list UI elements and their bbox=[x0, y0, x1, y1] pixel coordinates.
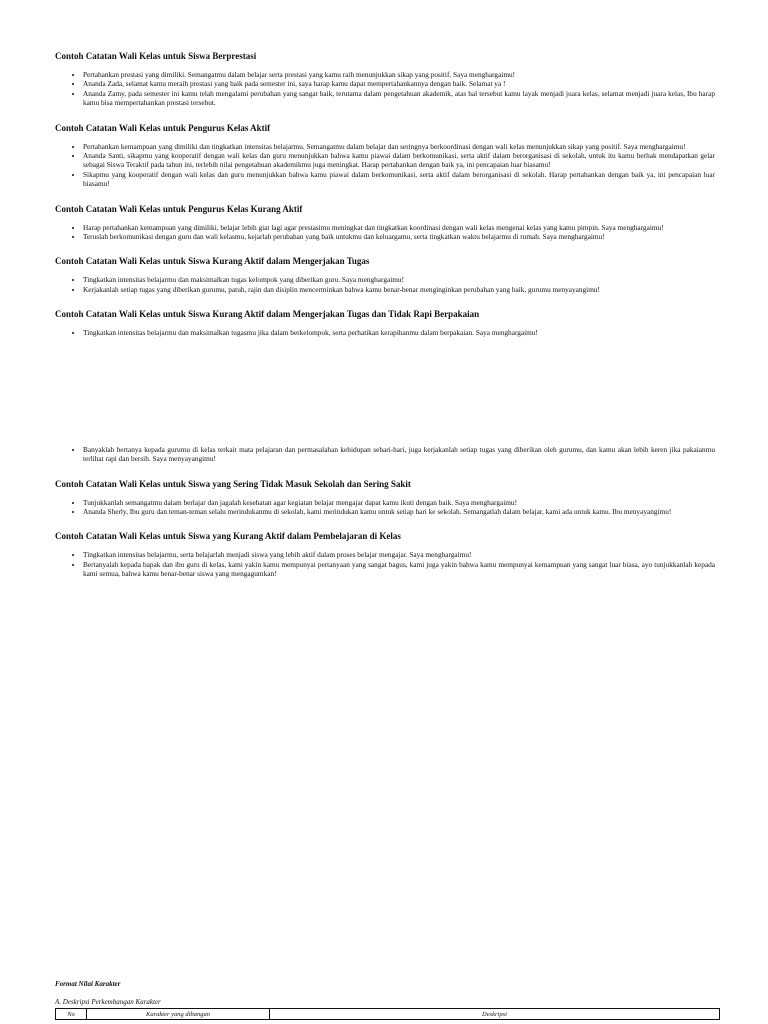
section-heading: Contoh Catatan Wali Kelas untuk Pengurus Kelas Aktif bbox=[55, 122, 271, 133]
table-header-deskripsi: Deskripsi bbox=[270, 1009, 720, 1020]
bullet-list bbox=[55, 275, 715, 294]
table-header-no: No bbox=[56, 1009, 87, 1020]
list-item: • Tingkatkan intensitas belajarmu dan maksimalkan tugasmu jika dalam berkelompok, serta perhatikan kerapihanmu dalam berpakaian. Saya menghargaimu! bbox=[83, 328, 715, 337]
bullet-list bbox=[55, 550, 715, 578]
table-header-karakter: Karakter yang dibangun bbox=[87, 1009, 270, 1020]
document-body bbox=[55, 50, 715, 579]
bullet-list bbox=[55, 223, 715, 242]
section-pengurus-kurang-aktif bbox=[55, 203, 715, 242]
list-item: • Banyaklah bertanya kepada gurumu di kelas terkait mata pelajaran dan permasalahan kehidupan sehari-hari, juga kerjakanlah setiap tugas yang diberikan oleh gurumu, dan kamu akan lebih keren jika pakaianmu terlihat rapi dan bersih. Saya menyayangimu! bbox=[83, 445, 715, 464]
section-berprestasi bbox=[55, 50, 715, 108]
section-heading: Contoh Catatan Wali Kelas untuk Pengurus Kelas Kurang Aktif bbox=[55, 203, 303, 214]
table-header-row bbox=[56, 1009, 720, 1020]
list-item: • Pertahankan kemampuan yang dimiliki dan tingkatkan intensitas belajarmu. Semangatmu dalam belajar dan seringnya berkoordinasi dengan wali kelas menunjukkan sikap yang positif. Saya menghargaimu! bbox=[83, 142, 715, 151]
footer-title: Format Nilai Karakter bbox=[55, 980, 121, 988]
section-heading: Contoh Catatan Wali Kelas untuk Siswa Berprestasi bbox=[55, 51, 257, 61]
section-pengurus-aktif bbox=[55, 122, 715, 189]
list-item: • Ananda Zada, selamat kamu meraih prestasi yang baik pada semester ini, saya harap kamu dapat mempertahankannya dengan baik. Selamat ya ! bbox=[83, 79, 715, 88]
list-item: • Kerjakanlah setiap tugas yang diberikan gurumu, patuh, rajin dan disiplin mencerminkan bahwa kamu benar-benar menginginkan perubahan yang baik, gurumu menyayangimu! bbox=[83, 285, 715, 294]
list-item: • Ananda Santi, sikapmu yang kooperatif dengan wali kelas dan guru menunjukkan bahwa kamu piawai dalam berkomunikasi, serta aktif dalam berorganisasi di sekolah, untuk itu kamu berhak mendapatkan gelar sebagai Siswa Teraktif pada tahun ini, terlebih nilai pengetahuan akademikmu juga meningkat. Harap pertahankan dengan baik ya, ini pencapaian luar biasamu! bbox=[83, 151, 715, 170]
section-tidak-masuk bbox=[55, 478, 715, 517]
bullet-list bbox=[55, 498, 715, 517]
bullet-list bbox=[55, 142, 715, 189]
list-item: • Sikapmu yang kooperatif dengan wali kelas dan guru menunjukkan bahwa kamu piawai dalam berkomunikasi, serta aktif dalam berorganisasi di sekolah. Harap pertahankan dengan baik ya, ini pencapaian luar biasamu! bbox=[83, 170, 715, 189]
list-item: • Teruslah berkomunikasi dengan guru dan wali kelasmu, kejarlah perubahan yang baik untukmu dan keluargamu, serta tingkatkan waktu belajarmu di rumah. Saya menghargaimu! bbox=[83, 232, 715, 241]
section-heading: Contoh Catatan Wali Kelas untuk Siswa Kurang Aktif dalam Mengerjakan Tugas dan Tidak Rapi Berpakaian bbox=[55, 309, 480, 320]
list-item: • Ananda Sherly, Ibu guru dan teman-teman selalu merindukanmu di sekolah, kami merindukan kamu untuk setiap hari ke sekolah. Semangatlah dalam belajar, kami ada untuk kamu. Ibu menyayangimu! bbox=[83, 507, 715, 516]
list-item: • Bertanyalah kepada bapak dan ibu guru di kelas, kami yakin kamu mempunyai pertanyaan yang sangat bagus, kami juga yakin bahwa kamu mempunyai kemampuan yang sangat luar biasa, ayo tunjukkanlah kepada kami semua, bahwa kamu benar-benar siswa yang mengagumkan! bbox=[83, 560, 715, 579]
footer-subtitle: A. Deskripsi Perkembangan Karakter bbox=[55, 998, 161, 1006]
section-kurang-aktif-kelas bbox=[55, 530, 715, 578]
section-tugas-tidak-rapi bbox=[55, 308, 715, 463]
section-heading: Contoh Catatan Wali Kelas untuk Siswa Kurang Aktif dalam Mengerjakan Tugas bbox=[55, 256, 370, 267]
bullet-list bbox=[55, 328, 715, 337]
list-item: • Pertahankan prestasi yang dimiliki. Semangatmu dalam belajar serta prestasi yang kamu raih menunjukkan sikap yang positif. Saya menghargaimu! bbox=[83, 70, 715, 79]
blank-space bbox=[55, 338, 715, 445]
bullet-list bbox=[55, 445, 715, 464]
bullet-list bbox=[55, 70, 715, 108]
footer-format bbox=[55, 980, 720, 1020]
list-item: • Tunjukkanlah semangatmu dalam berlajar dan jagalah kesehatan agar kegiatan belajar mengajar dapat kamu ikuti dengan baik. Saya menghargaimu! bbox=[83, 498, 715, 507]
character-table bbox=[55, 1008, 720, 1020]
list-item: • Tingkatkan intensitas belajarmu dan maksimalkan tugas kelompok yang diberikan guru. Saya menghargaimu! bbox=[83, 275, 715, 284]
section-kurang-aktif-tugas bbox=[55, 255, 715, 294]
section-heading: Contoh Catatan Wali Kelas untuk Siswa yang Kurang Aktif dalam Pembelajaran di Kelas bbox=[55, 531, 401, 542]
list-item: • Harap pertahankan kemampuan yang dimiliki, belajar lebih giat lagi agar prestasimu meningkat dan tingkatkan koordinasi dengan wali kelas mengenai kelas yang kamu pimpin. Saya menghargaimu! bbox=[83, 223, 715, 232]
section-heading: Contoh Catatan Wali Kelas untuk Siswa yang Sering Tidak Masuk Sekolah dan Sering Sakit bbox=[55, 478, 411, 489]
list-item: • Tingkatkan intensitas belajarmu, serta belajarlah menjadi siswa yang lebih aktif dalam proses belajar mengajar. Saya menghargaimu! bbox=[83, 550, 715, 559]
list-item: • Ananda Zamy, pada semester ini kamu telah mengalami perubahan yang sangat baik, terutama dalam pengetahuan akademik, atas hal tersebut kamu layak menjadi juara kelas, selamat menjadi juara kelas, Ibu harap kamu bisa mempertahankan prestasi tersebut. bbox=[83, 89, 715, 108]
